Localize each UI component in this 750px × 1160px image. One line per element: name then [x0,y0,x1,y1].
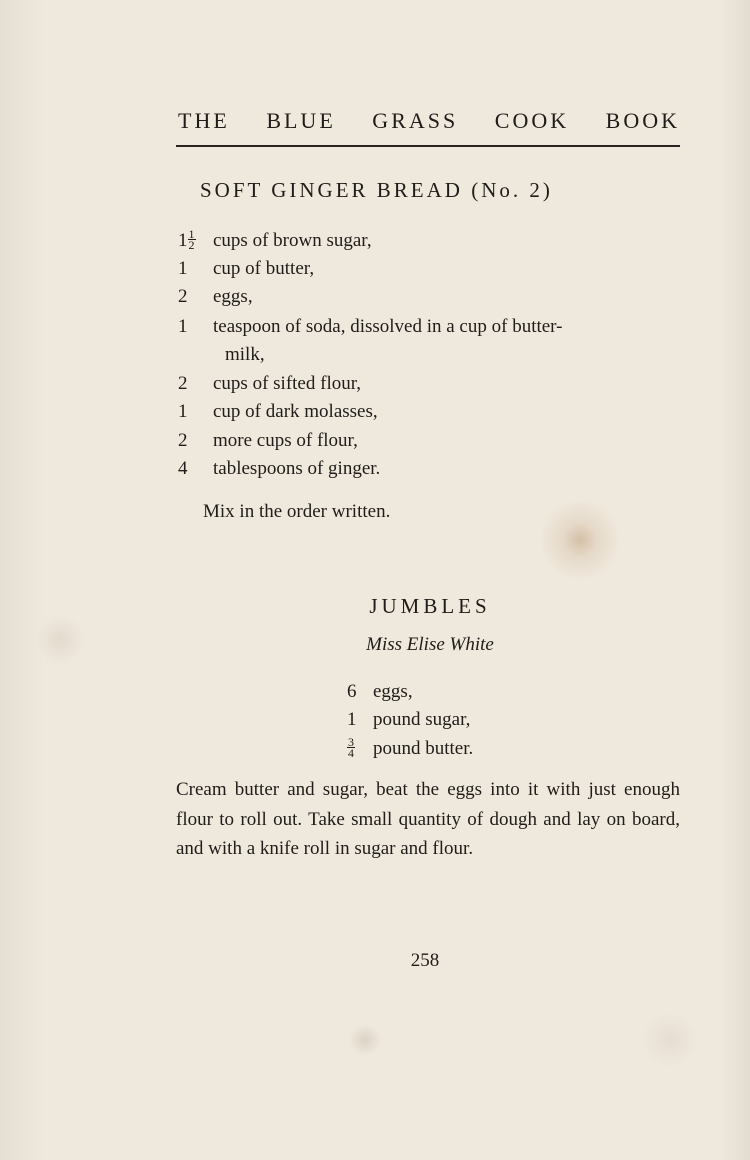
ingredient-line [178,398,688,426]
ingredient-text: tablespoons of ginger. [213,458,381,479]
ingredient-text: cups of sifted flour, [213,373,362,394]
ingredient-line [178,370,688,398]
ingredient-quantity: 1 [178,258,188,279]
recipe-author: Miss Elise White [366,634,494,655]
ingredient-quantity: 1 [178,401,188,422]
ingredient-quantity: 1 [178,316,188,337]
ingredient-line [178,255,688,283]
ingredient-quantity: 4 [178,458,188,479]
recipe-instruction: Cream butter and sugar, beat the eggs into it with just enough flour to roll out. Take small quantity of dough and lay on board, and with a knife roll in sugar and flour. [176,779,680,859]
ingredient-quantity: 2 [178,286,188,307]
ingredient-quantity: $\frac{3}{4}$ [348,735,354,761]
ingredient-quantity: 1 [347,709,357,730]
ingredient-line [178,455,688,483]
ingredient-text: pound butter. [373,738,474,759]
ingredient-line [178,427,688,455]
header-rule [176,145,680,147]
ingredient-text: cup of dark molasses, [213,401,378,422]
recipe-title-jumbles: JUMBLES [369,594,491,618]
recipe-instruction: Mix in the order written. [203,501,391,522]
page-number: 258 [410,950,440,971]
ingredient-line [178,313,688,341]
ingredient-line [178,283,688,311]
running-header: THE BLUE GRASS COOK BOOK [178,108,680,133]
ingredient-line [347,678,413,706]
ingredient-text: cup of butter, [213,258,315,279]
ingredient-text: teaspoon of soda, dissolved in a cup of butter- [213,316,563,337]
ingredient-line [178,227,688,255]
ingredient-text: eggs, [373,681,413,702]
ingredient-quantity: 2 [178,430,188,451]
ingredient-quantity: 2 [178,373,188,394]
ingredient-text: pound sugar, [373,709,471,730]
ingredient-text: more cups of flour, [213,430,358,451]
ingredient-line [347,735,473,763]
ingredient-quantity: 1 $\frac{1}{2}$ [178,227,195,253]
ingredient-quantity: 6 [347,681,357,702]
ingredient-continuation: milk, [225,344,265,365]
recipe-title-soft-ginger-bread: SOFT GINGER BREAD (No. 2) [200,178,553,202]
ingredient-line [347,706,470,734]
ingredient-text: cups of brown sugar, [213,230,372,251]
ingredient-text: eggs, [213,286,253,307]
